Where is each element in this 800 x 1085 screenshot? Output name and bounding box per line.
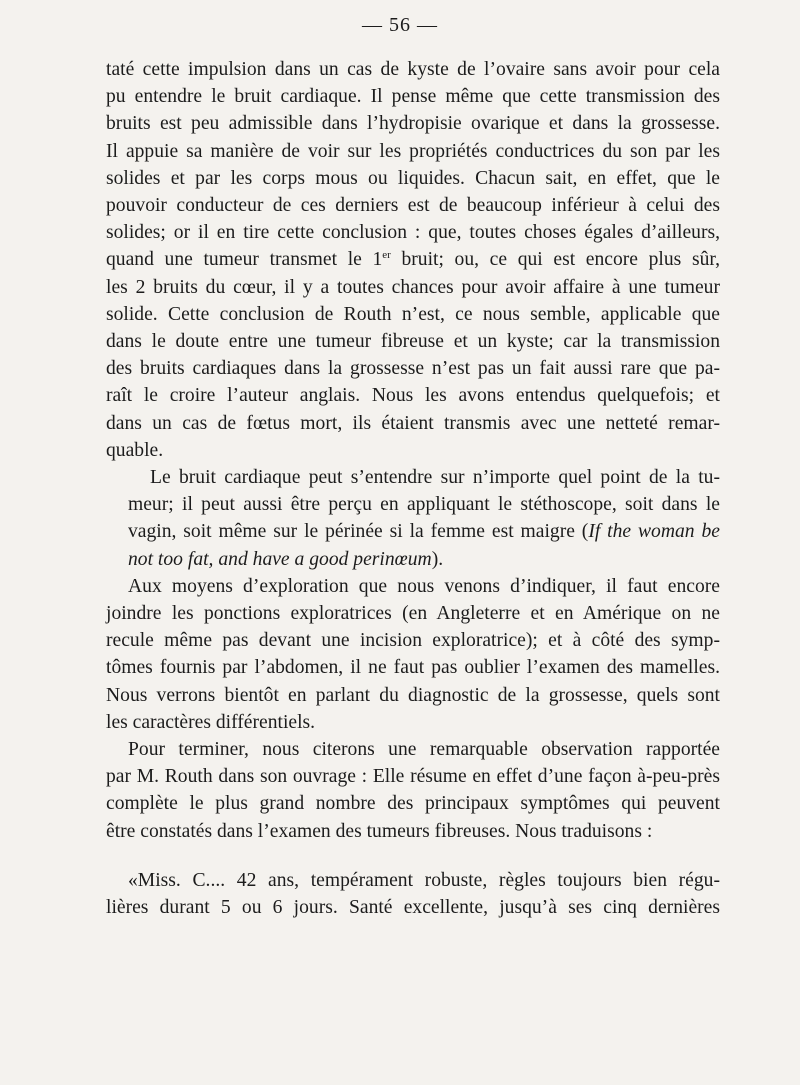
text-line: taté cette impulsion dans un cas de kyste de l’ovaire sans avoir pour cela [106, 59, 720, 80]
text-fragment: bruit; ou, ce qui est encore plus sûr, [390, 249, 720, 271]
text-line [106, 518, 720, 545]
text-line: les 2 bruits du cœur, il y a toutes chances pour avoir affaire à une tumeur [106, 276, 720, 298]
superscript: er [382, 249, 391, 262]
body-text [106, 56, 720, 921]
text-line: par M. Routh dans son ouvrage : Elle résume en effet d’une façon à-peu-près [106, 766, 720, 788]
text-line: quable. [106, 439, 164, 461]
text-line: être constatés dans l’examen des tumeurs fibreuses. Nous traduisons : [106, 820, 653, 842]
text-line: pouvoir conducteur de ces derniers est de beaucoup inférieur à celui des [106, 195, 720, 217]
text-line: solides; or il en tire cette conclusion : que, toutes choses égales d’ailleurs, [106, 222, 720, 244]
text-line: joindre les ponctions exploratrices (en Angleterre et en Amérique on ne [106, 603, 720, 625]
italic-text: not too fat, and have a good perinœum [128, 548, 432, 570]
text-line: lières durant 5 ou 6 jours. Santé excellente, jusqu’à ses cinq dernières [106, 897, 720, 919]
text-line: solide. Cette conclusion de Routh n’est, ce nous semble, applicable que [106, 303, 720, 325]
text-line: Il appuie sa manière de voir sur les propriétés conductrices du son par les [106, 140, 720, 162]
text-line: complète le plus grand nombre des principaux symptômes qui peuvent [106, 793, 720, 815]
text-line: solides et par les corps mous ou liquides. Chacun sait, en effet, que le [106, 167, 720, 189]
paragraph-3 [106, 573, 720, 736]
text-fragment: vagin, soit même sur le périnée si la femme est maigre ( [128, 521, 589, 543]
text-line: Aux moyens d’exploration que nous venons d’indiquer, il faut encore [128, 575, 720, 597]
text-line: recule même pas devant une incision exploratrice); et à côté des symp- [106, 630, 720, 652]
text-line: Le bruit cardiaque peut s’entendre sur n’importe quel point de la tu- [150, 467, 720, 489]
paragraph-4 [106, 736, 720, 845]
text-line [106, 246, 720, 273]
text-line: «Miss. C.... 42 ans, tempérament robuste, règles toujours bien régu- [128, 869, 720, 891]
paragraph-1 [106, 56, 720, 464]
text-line: raît le croire l’auteur anglais. Nous les avons entendus quelquefois; et [106, 385, 720, 407]
text-line: Nous verrons bientôt en parlant du diagnostic de la grossesse, quels sont [106, 684, 720, 706]
text-fragment: quand une tumeur transmet le 1 [106, 249, 383, 271]
page-number: — 56 — [362, 14, 438, 36]
text-line: des bruits cardiaques dans la grossesse n’est pas un fait aussi rare que pa- [106, 358, 720, 380]
text-line: les caractères différentiels. [106, 711, 316, 733]
text-line: bruits est peu admissible dans l’hydropisie ovarique et dans la grossesse. [106, 113, 720, 135]
text-line: pu entendre le bruit cardiaque. Il pense même que cette transmission des [106, 86, 720, 108]
text-line: meur; il peut aussi être perçu en appliquant le stéthoscope, soit dans le [128, 494, 720, 516]
text-line: tômes fournis par l’abdomen, il ne faut pas oublier l’examen des mamelles. [106, 657, 720, 679]
text-line [106, 546, 720, 573]
paragraph-quote [106, 867, 720, 921]
text-fragment: ). [431, 548, 444, 570]
italic-text: If the woman be [588, 521, 720, 543]
text-line: Pour terminer, nous citerons une remarquable observation rapportée [128, 739, 720, 761]
paragraph-2 [106, 464, 720, 573]
text-line: dans un cas de fœtus mort, ils étaient transmis avec une netteté remar- [106, 412, 720, 434]
text-line: dans le doute entre une tumeur fibreuse et un kyste; car la transmission [106, 331, 720, 353]
